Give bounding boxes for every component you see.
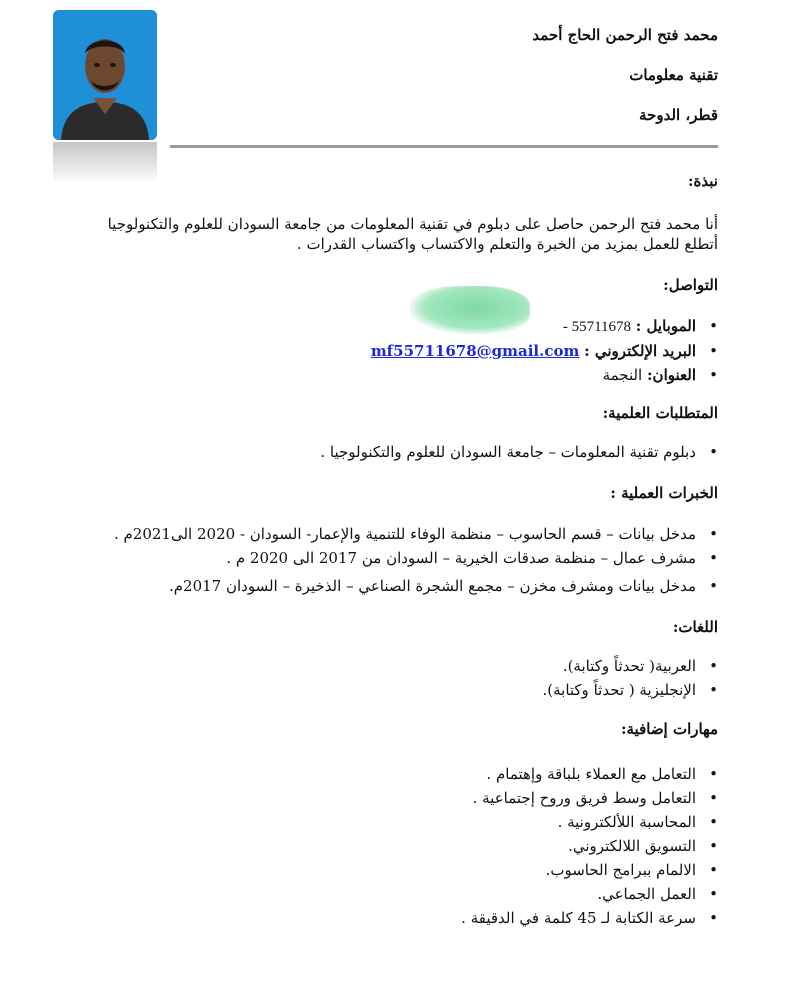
education-item: • دبلوم تقنية المعلومات – جامعة السودان للعلوم والتكنولوجيا .: [320, 440, 718, 464]
summary-text: أنا محمد فتح الرحمن حاصل على دبلوم في تقنية المعلومات من جامعة السودان للعلوم والتكنولوجيا أتطلع للعمل بمزيد من الخبرة والتعلم والاكتساب واكتساب القدرات .: [107, 215, 718, 253]
skill-item: • المحاسبة اللألكترونية .: [461, 810, 718, 834]
address-label: العنوان:: [647, 366, 696, 384]
photo-reflection: [53, 142, 157, 184]
skill-item: • التسويق اللالكتروني.: [461, 834, 718, 858]
languages-heading: اللغات:: [672, 618, 718, 636]
address-value: النجمة: [602, 366, 643, 384]
languages-list: [542, 654, 718, 702]
divider: [170, 145, 718, 148]
skills-heading: مهارات إضافية:: [620, 720, 718, 738]
contact-email: [371, 339, 718, 363]
candidate-name: محمد فتح الرحمن الحاج أحمد: [532, 26, 718, 44]
contact-heading: التواصل:: [663, 276, 718, 294]
education-heading: المتطلبات العلمية:: [602, 404, 718, 422]
experience-heading: الخبرات العملية :: [610, 484, 718, 502]
email-label: البريد الإلكتروني :: [584, 342, 696, 360]
redaction-mark: [410, 286, 530, 334]
person-silhouette-icon: [53, 10, 157, 140]
job-title: تقنية معلومات: [629, 66, 718, 84]
experience-item: • مدخل بيانات ومشرف مخزن – مجمع الشجرة الصناعي – الذخيرة – السودان 2017م.: [114, 574, 718, 598]
contact-address: [371, 363, 718, 387]
mobile-label: الموبايل :: [635, 317, 696, 335]
language-item: • العربية( تحدثاً وكتابة).: [542, 654, 718, 678]
email-link[interactable]: mf55711678@gmail.com: [370, 342, 580, 360]
experience-list: [114, 522, 718, 598]
skill-item: • الالمام ببرامج الحاسوب.: [461, 858, 718, 882]
skill-item: • التعامل وسط فريق وروح إجتماعية .: [461, 786, 718, 810]
mobile-value: 55711678 -: [562, 319, 632, 335]
experience-item: • مدخل بيانات – قسم الحاسوب – منظمة الوفاء للتنمية والإعمار- السودان - 2020 الى2021م .: [114, 522, 718, 546]
skill-item: • التعامل مع العملاء بلباقة وإهتمام .: [461, 762, 718, 786]
skill-item: • العمل الجماعي.: [461, 882, 718, 906]
summary-heading: نبذة:: [688, 172, 718, 190]
skills-list: [461, 762, 718, 930]
location: قطر، الدوحة: [639, 106, 718, 124]
profile-photo: [53, 10, 157, 140]
language-item: • الإنجليزية ( تحدثاً وكتابة).: [542, 678, 718, 702]
experience-item: • مشرف عمال – منظمة صدقات الخيرية – السودان من 2017 الى 2020 م .: [114, 546, 718, 570]
education-list: [320, 440, 718, 464]
skill-item: • سرعة الكتابة لـ 45 كلمة في الدقيقة .: [461, 906, 718, 930]
